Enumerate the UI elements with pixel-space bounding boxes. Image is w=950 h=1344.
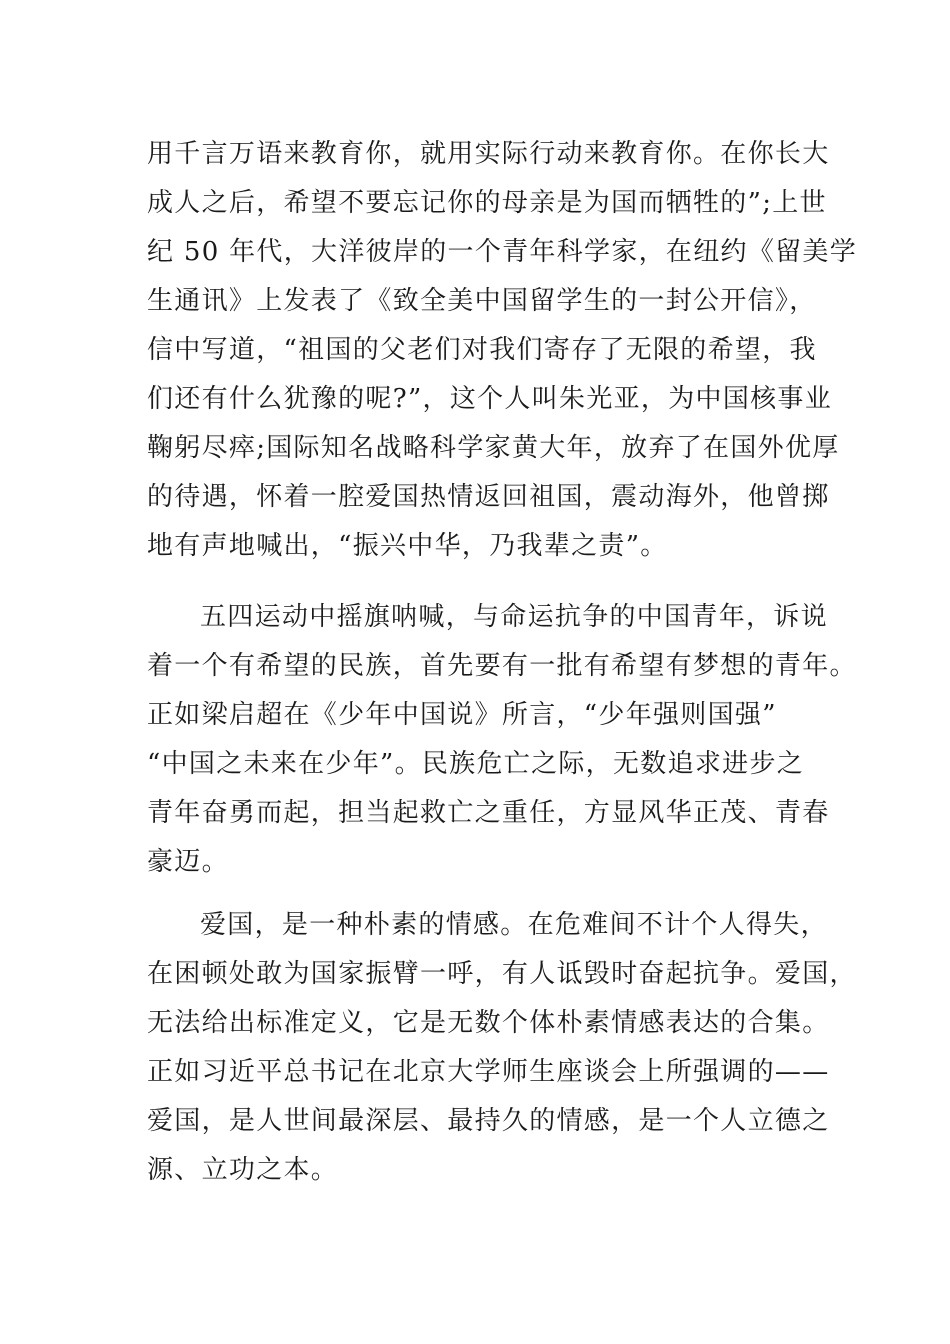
text-line: 成人之后，希望不要忘记你的母亲是为国而牺牲的”;上世: [147, 188, 827, 218]
text-line: 用千言万语来教育你，就用实际行动来教育你。在你长大: [147, 139, 830, 169]
text-line: 正如习近平总书记在北京大学师生座谈会上所强调的——: [147, 1057, 830, 1087]
text-line: 的待遇，怀着一腔爱国热情返回祖国，震动海外，他曾掷: [147, 482, 830, 512]
text-line: 五四运动中摇旗呐喊，与命运抗争的中国青年，诉说: [200, 602, 828, 632]
text-line: 信中写道，“祖国的父老们对我们寄存了无限的希望，我: [147, 335, 817, 365]
text-line: 们还有什么犹豫的呢?”，这个人叫朱光亚，为中国核事业: [147, 384, 833, 414]
text-line: 源、立功之本。: [147, 1155, 339, 1185]
text-line: 纪 50 年代，大洋彼岸的一个青年科学家，在纽约《留美学: [147, 237, 858, 267]
text-line: 着一个有希望的民族，首先要有一批有希望有梦想的青年。: [147, 651, 857, 681]
text-line: 正如梁启超在《少年中国说》所言，“少年强则国强”: [147, 700, 777, 730]
text-line: 豪迈。: [147, 847, 229, 877]
text-line: “中国之未来在少年”。民族危亡之际，无数追求进步之: [147, 749, 805, 779]
text-line: 爱国，是人世间最深层、最持久的情感，是一个人立德之: [147, 1106, 830, 1136]
text-line: 地有声地喊出，“振兴中华，乃我辈之责”。: [147, 531, 668, 561]
text-line: 在困顿处敢为国家振臂一呼，有人诋毁时奋起抗争。爱国，: [147, 959, 857, 989]
text-line: 青年奋勇而起，担当起救亡之重任，方显风华正茂、青春: [147, 798, 830, 828]
text-line: 鞠躬尽瘁;国际知名战略科学家黄大年，放弃了在国外优厚: [147, 433, 840, 463]
text-line: 生通讯》上发表了《致全美中国留学生的一封公开信》，: [147, 286, 817, 316]
text-line: 无法给出标准定义，它是无数个体朴素情感表达的合集。: [147, 1008, 830, 1038]
text-line: 爱国，是一种朴素的情感。在危难间不计个人得失，: [200, 910, 828, 940]
